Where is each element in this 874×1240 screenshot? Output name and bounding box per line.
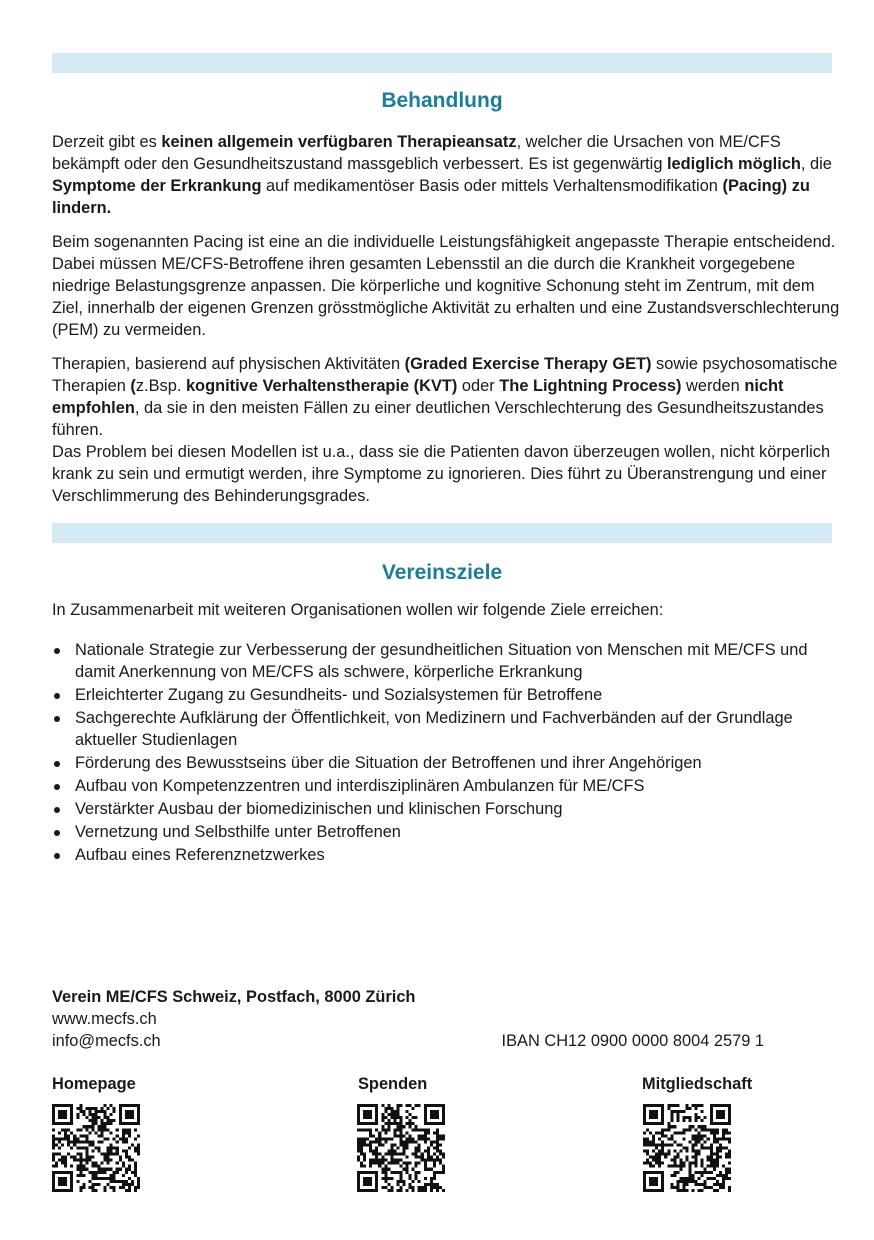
goal-item: Nationale Strategie zur Verbesserung der gesundheitlichen Situation von Menschen mit ME/CFS und damit Anerkennung von ME/CFS als schwere, körperliche Erkrankung [52, 639, 832, 683]
qr-code-icon [52, 1104, 140, 1192]
behandlung-paragraph-2: Beim sogenannten Pacing ist eine an die individuelle Leistungsfähigkeit angepasste Therapie entscheidend. Dabei müssen ME/CFS-Betroffene ihren gesamten Lebensstil an die durch die Krankheit vorgegebene niedrige Belastungsgrenze anpassen. Die körperliche und kognitive Schonung steht im Zentrum, mit dem Ziel, innerhalb der eigenen Grenzen grösstmögliche Aktivität zu erhalten und eine Zustandsverschlechterung (PEM) zu vermeiden. [52, 233, 840, 339]
goal-item: Verstärkter Ausbau der biomedizinischen und klinischen Forschung [52, 798, 832, 820]
behandlung-paragraph-1: Derzeit gibt es keinen allgemein verfügbaren Therapieansatz, welcher die Ursachen von ME/CFS bekämpft oder den Gesundheitszustand massgeblich verbessert. Es ist gegenwärtig lediglich möglich, die Symptome der Erkrankung auf medikamentöser Basis oder mittels Verhaltensmodifikation (Pacing) zu lindern. [52, 133, 832, 217]
homepage-qr-code[interactable] [52, 1104, 140, 1192]
iban-number: IBAN CH12 0900 0000 8004 2579 1 [501, 1032, 764, 1050]
goal-item: Förderung des Bewusstseins über die Situation der Betroffenen und ihrer Angehörigen [52, 752, 832, 774]
organization-address: Verein ME/CFS Schweiz, Postfach, 8000 Zürich [52, 988, 416, 1006]
vereinsziele-intro: In Zusammenarbeit mit weiteren Organisationen wollen wir folgende Ziele erreichen: [52, 601, 664, 619]
spenden-qr-label: Spenden [358, 1075, 428, 1093]
goal-item: Aufbau eines Referenznetzwerkes [52, 844, 832, 866]
vereinsziele-heading: Vereinsziele [381, 561, 503, 584]
bullet-icon [54, 807, 60, 813]
top-divider-band [52, 53, 832, 73]
bullet-icon [54, 761, 60, 767]
qr-code-icon [357, 1104, 445, 1192]
bullet-icon [54, 716, 60, 722]
goal-item: Sachgerechte Aufklärung der Öffentlichkeit, von Medizinern und Fachverbänden auf der Grundlage aktueller Studienlagen [52, 707, 832, 751]
behandlung-paragraph-3: Therapien, basierend auf physischen Aktivitäten (Graded Exercise Therapy GET) sowie psychosomatische Therapien (z.Bsp. kognitive Verhaltenstherapie (KVT) oder The Lightning Process) werden nicht empfohlen, da sie in den meisten Fällen zu einer deutlichen Verschlechterung des Gesundheitszustandes führen. [52, 355, 838, 439]
mitgliedschaft-qr-code[interactable] [643, 1104, 731, 1192]
goal-item: Erleichterter Zugang zu Gesundheits- und Sozialsystemen für Betroffene [52, 684, 832, 706]
bullet-icon [54, 830, 60, 836]
contact-block [52, 986, 415, 1052]
email-link[interactable]: info@mecfs.ch [52, 1032, 161, 1050]
bullet-icon [54, 648, 60, 654]
qr-code-icon [643, 1104, 731, 1192]
behandlung-body [52, 131, 840, 507]
goal-item: Vernetzung und Selbsthilfe unter Betroffenen [52, 821, 832, 843]
spenden-qr-code[interactable] [357, 1104, 445, 1192]
bullet-icon [54, 784, 60, 790]
bullet-icon [54, 853, 60, 859]
goal-item: Aufbau von Kompetenzzentren und interdisziplinären Ambulanzen für ME/CFS [52, 775, 832, 797]
homepage-qr-label: Homepage [52, 1075, 136, 1093]
website-link[interactable]: www.mecfs.ch [52, 1010, 157, 1028]
bullet-icon [54, 693, 60, 699]
middle-divider-band [52, 523, 832, 543]
behandlung-paragraph-4: Das Problem bei diesen Modellen ist u.a., dass sie die Patienten davon überzeugen wollen, nicht körperlich krank zu sein und ermutigt werden, ihre Symptome zu ignorieren. Dies führt zu Überanstrengung und einer Verschlimmerung des Behinderungsgrades. [52, 443, 831, 505]
goals-list [52, 639, 832, 867]
behandlung-heading: Behandlung [381, 89, 503, 112]
mitgliedschaft-qr-label: Mitgliedschaft [642, 1075, 753, 1093]
